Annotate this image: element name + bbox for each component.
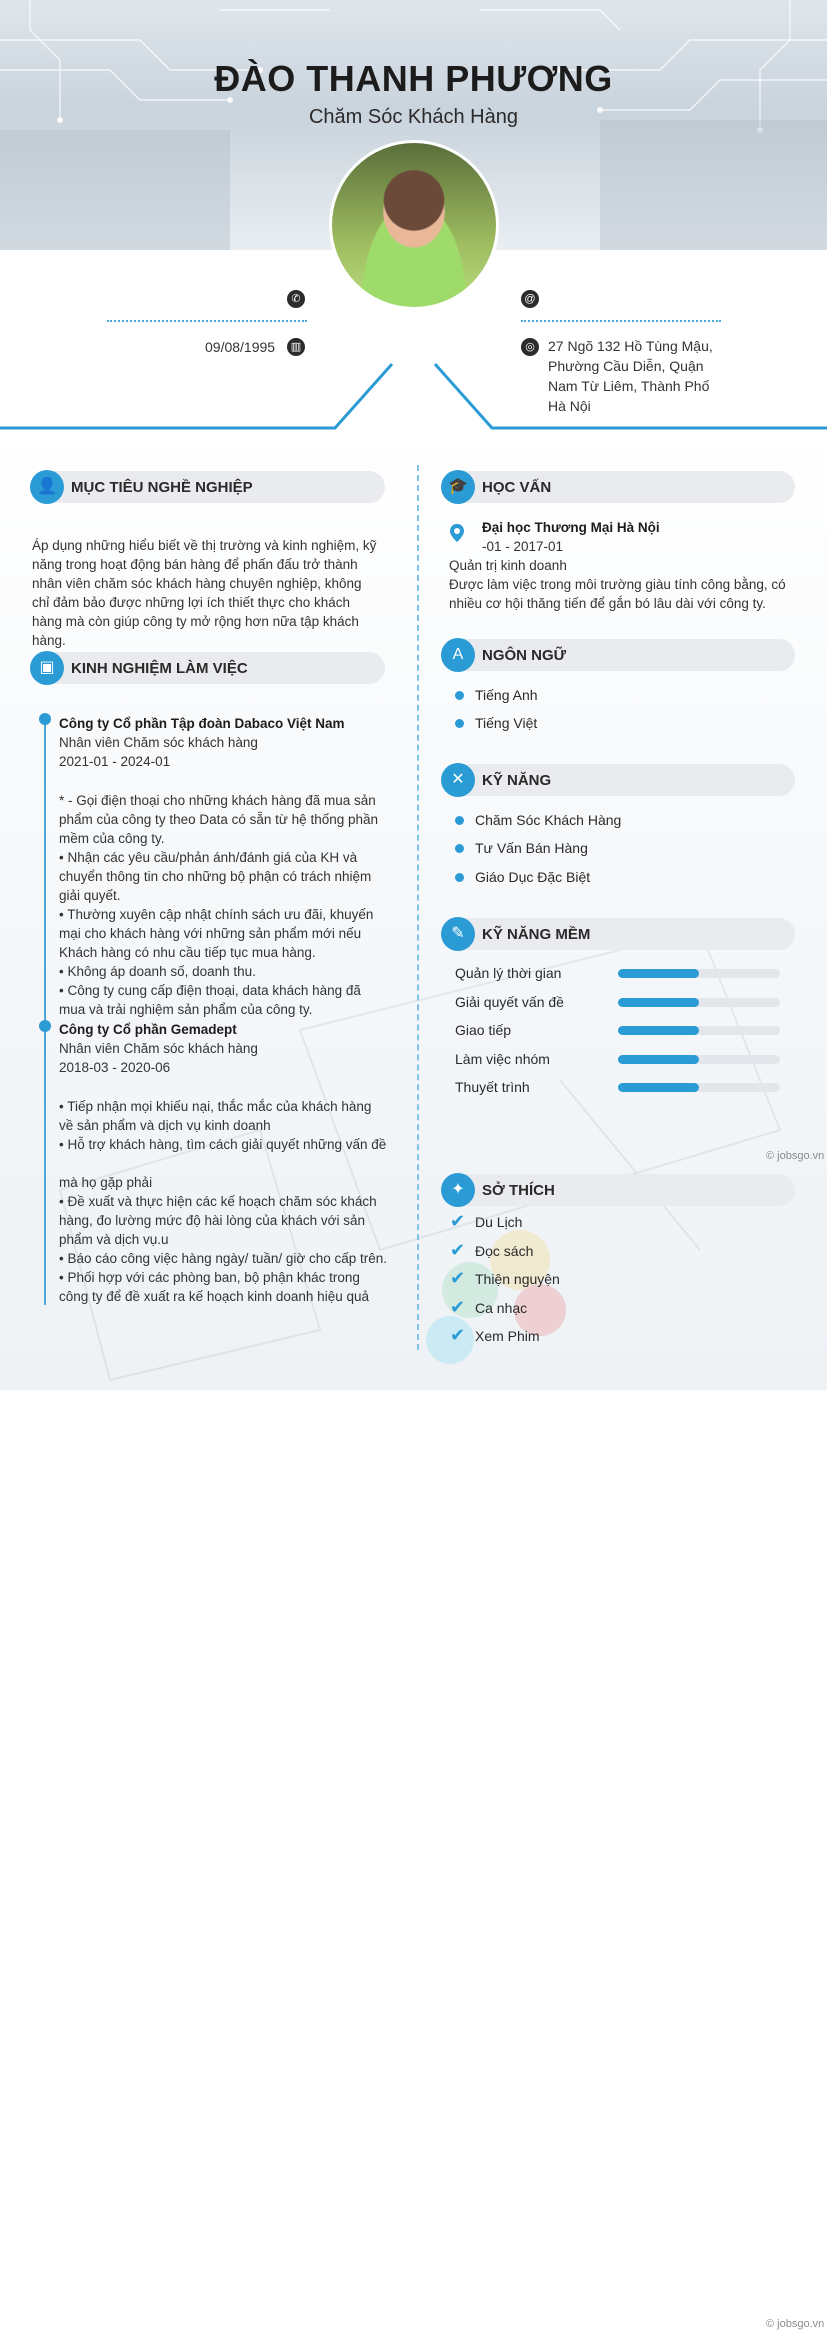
check-icon: ✔ — [450, 1268, 466, 1288]
check-icon: ✔ — [450, 1325, 466, 1345]
graduation-cap-icon: 🎓 — [441, 470, 475, 504]
soft-skill-bar — [618, 1083, 780, 1092]
experience-timeline — [44, 715, 46, 1305]
hobby-item: Thiện nguyện — [475, 1271, 560, 1287]
soft-skill-bar-fill — [618, 1083, 699, 1092]
timeline-dot — [39, 713, 51, 725]
objective-text: Áp dụng những hiểu biết về thị trường và kinh nghiệm, kỹ năng trong hoạt động bán hàng để phấn đấu trở thành nhân viên chăm sóc khách hàng chuyên nghiệp, không chỉ đảm bảo được những lợi ích thiết thực cho khách hàng mà còn giúp công ty mở rộng hơn nữa tập khách hàng. — [32, 538, 377, 648]
pen-icon: ✎ — [441, 917, 475, 951]
briefcase-icon: ▣ — [30, 651, 64, 685]
timeline-dot — [39, 1020, 51, 1032]
education-note: Được làm việc trong môi trường giàu tính công bằng, có nhiều cơ hội thăng tiến để gắn bó lâu dài với công ty. — [449, 577, 786, 611]
soft-skill-bar-fill — [618, 998, 699, 1007]
soft-skill-label: Quản lý thời gian — [455, 965, 562, 981]
job-1-period: 2021-01 - 2024-01 — [59, 754, 171, 769]
soft-skill-bar — [618, 998, 780, 1007]
check-icon: ✔ — [450, 1297, 466, 1317]
school-name: Đại học Thương Mại Hà Nội — [482, 520, 660, 535]
skill-bullet — [455, 873, 464, 882]
skills-title: KỸ NĂNG — [482, 772, 552, 789]
objective-title: MỤC TIÊU NGHỀ NGHIỆP — [71, 479, 253, 496]
location-pin-icon — [449, 523, 465, 543]
header-frame-lines — [0, 360, 827, 432]
contact-divider-right — [521, 320, 721, 322]
translate-icon: A — [441, 638, 475, 672]
language-bullet — [455, 719, 464, 728]
soft-skill-bar-fill — [618, 969, 699, 978]
hobby-item: Đọc sách — [475, 1243, 534, 1259]
job-1-details: * - Gọi điện thoại cho những khách hàng đã mua sản phẩm của công ty theo Data có sẵn từ hệ thống phần mềm của công ty. • Nhận các yêu cầu/phản ánh/đánh giá của KH và chuyển thông tin cho những bộ phận có trách nhiệm giải quyết. • Thường xuyên cập nhật chính sách ưu đãi, khuyến mại cho khách hàng với những sản phẩm mới nếu Khách hàng có nhu cầu tiếp tục mua hàng. • Không áp doanh số, doanh thu. • Công ty cung cấp điện thoại, data khách hàng đã mua và trải nghiệm sản phẩm của công ty. — [59, 793, 379, 1017]
experience-title: KINH NGHIỆM LÀM VIỆC — [71, 660, 248, 677]
soft-skill-bar — [618, 1026, 780, 1035]
soft-skill-bar-fill — [618, 1026, 699, 1035]
user-icon: 👤 — [30, 470, 64, 504]
job-2-company: Công ty Cổ phần Gemadept — [59, 1022, 237, 1037]
language-item: Tiếng Anh — [475, 687, 538, 703]
gamepad-icon: ✦ — [441, 1173, 475, 1207]
soft-skill-label: Giao tiếp — [455, 1022, 512, 1038]
language-bullet — [455, 691, 464, 700]
skill-bullet — [455, 844, 464, 853]
job-2-details: • Tiếp nhận mọi khiếu nại, thắc mắc của khách hàng về sản phẩm và dịch vụ kinh doanh • Hỗ trợ khách hàng, tìm cách giải quyết những vấn đề mà họ gặp phải • Đề xuất và thực hiện các kế hoạch chăm sóc khách hàng, đo lường mức độ hài lòng của khách với sản phẩm và dịch vụ.u • Báo cáo công việc hàng ngày/ tuần/ giờ cho cấp trên. • Phối hợp với các phòng ban, bộ phận khác trong công ty để đề xuất ra kế hoạch kinh doanh hiệu quả — [59, 1099, 388, 1304]
education-major: Quản trị kinh doanh — [449, 558, 567, 573]
tools-icon: ✕ — [441, 763, 475, 797]
skill-item: Giáo Dục Đặc Biệt — [475, 869, 591, 885]
address: 27 Ngõ 132 Hồ Tùng Mậu, Phường Cầu Diễn, Quận Nam Từ Liêm, Thành Phố Hà Nội — [548, 338, 713, 414]
soft-skill-label: Giải quyết vấn đề — [455, 994, 564, 1010]
languages-title: NGÔN NGỮ — [482, 647, 567, 664]
check-icon: ✔ — [450, 1211, 466, 1231]
soft-skills-title: KỸ NĂNG MỀM — [482, 926, 591, 943]
phone-icon: ✆ — [287, 290, 305, 308]
job-2-period: 2018-03 - 2020-06 — [59, 1060, 171, 1075]
soft-skill-bar-fill — [618, 1055, 699, 1064]
job-1-company: Công ty Cổ phần Tập đoàn Dabaco Việt Nam — [59, 716, 345, 731]
language-item: Tiếng Việt — [475, 715, 538, 731]
soft-skill-label: Thuyết trình — [455, 1079, 530, 1095]
skill-item: Tư Vấn Bán Hàng — [475, 840, 588, 856]
footer-credit: © jobsgo.vn — [766, 2318, 825, 2330]
email-icon: @ — [521, 290, 539, 308]
skill-item: Chăm Sóc Khách Hàng — [475, 812, 622, 828]
soft-skill-bar — [618, 969, 780, 978]
candidate-name: ĐÀO THANH PHƯƠNG — [214, 58, 613, 99]
column-divider — [417, 465, 419, 1350]
soft-skill-label: Làm việc nhóm — [455, 1051, 550, 1067]
job-title: Chăm Sóc Khách Hàng — [308, 106, 518, 128]
hobby-item: Ca nhạc — [475, 1300, 528, 1316]
birthday-cake-icon: ▥ — [287, 338, 305, 356]
job-2-position: Nhân viên Chăm sóc khách hàng — [59, 1041, 258, 1056]
contact-divider-left — [107, 320, 307, 322]
watermark-credit: © jobsgo.vn — [766, 1150, 825, 1162]
education-title: HỌC VẤN — [482, 479, 552, 496]
skill-bullet — [455, 816, 464, 825]
education-period: -01 - 2017-01 — [482, 539, 564, 554]
job-1-position: Nhân viên Chăm sóc khách hàng — [59, 735, 258, 750]
hobby-item: Du Lịch — [475, 1214, 523, 1230]
soft-skill-bar — [618, 1055, 780, 1064]
hobbies-title: SỞ THÍCH — [482, 1182, 555, 1199]
check-icon: ✔ — [450, 1240, 466, 1260]
globe-icon: ◎ — [521, 338, 539, 356]
hobby-item: Xem Phim — [475, 1328, 540, 1344]
avatar — [329, 140, 499, 310]
date-of-birth: 09/08/1995 — [205, 339, 276, 355]
